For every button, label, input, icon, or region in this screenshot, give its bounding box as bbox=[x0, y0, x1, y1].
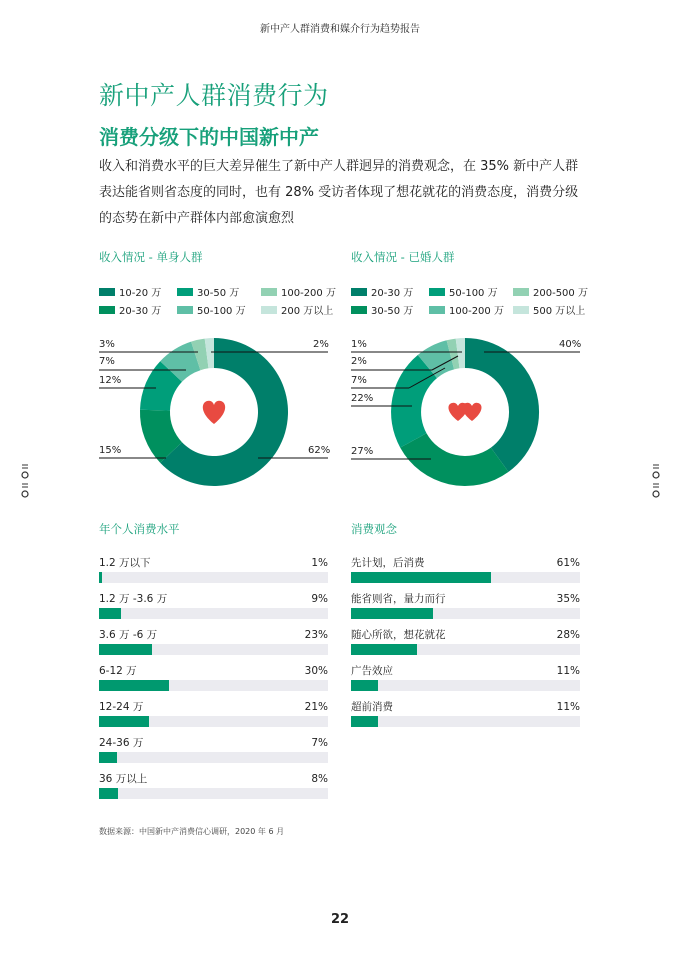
bar-fill bbox=[99, 680, 169, 691]
bar-fill bbox=[99, 644, 152, 655]
pie-label: 7% bbox=[99, 356, 115, 367]
bar-row bbox=[99, 628, 328, 655]
bar-row bbox=[99, 556, 328, 583]
bar-track bbox=[99, 608, 328, 619]
married-income-legend bbox=[351, 284, 593, 317]
married-income-title: 收入情况 - 已婚人群 bbox=[351, 250, 455, 264]
legend-swatch bbox=[513, 306, 529, 314]
bar-value: 1% bbox=[311, 557, 328, 569]
legend-item: 500 万以上 bbox=[513, 302, 593, 317]
bar-row bbox=[99, 772, 328, 799]
bar-track bbox=[351, 572, 580, 583]
legend-item: 30-50 万 bbox=[177, 284, 261, 299]
bar-row bbox=[351, 700, 580, 727]
bar-row bbox=[351, 556, 580, 583]
legend-item: 20-30 万 bbox=[351, 284, 429, 299]
section-subtitle: 消费分级下的中国新中产 bbox=[99, 125, 319, 149]
page-title: 新中产人群消费行为 bbox=[99, 81, 329, 110]
bar-value: 23% bbox=[304, 629, 328, 641]
bar-track bbox=[351, 608, 580, 619]
bar-value: 7% bbox=[311, 737, 328, 749]
legend-item: 100-200 万 bbox=[429, 302, 513, 317]
single-income-title: 收入情况 - 单身人群 bbox=[99, 250, 203, 264]
bar-fill bbox=[351, 608, 433, 619]
pie-label: 2% bbox=[351, 356, 367, 367]
legend-swatch bbox=[177, 306, 193, 314]
bar-fill bbox=[99, 716, 149, 727]
pie-label: 3% bbox=[99, 339, 115, 350]
bar-value: 61% bbox=[556, 557, 580, 569]
bar-fill bbox=[351, 644, 417, 655]
bar-row bbox=[99, 736, 328, 763]
pie-label: 1% bbox=[351, 339, 367, 350]
intro-paragraph: 收入和消费水平的巨大差异催生了新中产人群迥异的消费观念，在 35% 新中产人群表达能省则省态度的同时，也有 28% 受访者体现了想花就花的消费态度，消费分级的态势在新中产群体内部愈演愈烈 bbox=[99, 159, 579, 226]
bar-value: 21% bbox=[304, 701, 328, 713]
bar-fill bbox=[99, 608, 121, 619]
data-source-note: 数据来源：中国新中产消费信心调研，2020 年 6 月 bbox=[99, 827, 285, 836]
legend-item: 20-30 万 bbox=[99, 302, 177, 317]
bar-label: 36 万以上 bbox=[99, 773, 148, 785]
bar-row bbox=[99, 700, 328, 727]
bar-track bbox=[99, 716, 328, 727]
bar-label: 1.2 万以下 bbox=[99, 557, 151, 569]
pie-label: 40% bbox=[559, 339, 582, 350]
legend-swatch bbox=[99, 288, 115, 296]
heart-icon bbox=[203, 401, 225, 424]
legend-item: 50-100 万 bbox=[429, 284, 513, 299]
pie-label: 12% bbox=[99, 375, 122, 386]
pie-label: 7% bbox=[351, 375, 367, 386]
heart-icon bbox=[462, 403, 481, 421]
bar-fill bbox=[351, 680, 378, 691]
pie-label: 27% bbox=[351, 446, 374, 457]
legend-item: 30-50 万 bbox=[351, 302, 429, 317]
slice-30-50 bbox=[400, 433, 508, 486]
bar-fill bbox=[99, 752, 117, 763]
single-income-donut-chart bbox=[90, 330, 340, 500]
report-header-title: 新中产人群消费和媒介行为趋势报告 bbox=[260, 24, 420, 35]
bar-track bbox=[99, 788, 328, 799]
bar-row bbox=[99, 592, 328, 619]
right-margin-mark-icon bbox=[651, 462, 661, 504]
page-number: 22 bbox=[330, 912, 350, 927]
bar-value: 28% bbox=[556, 629, 580, 641]
bar-track bbox=[99, 752, 328, 763]
legend-item: 100-200 万 bbox=[261, 284, 341, 299]
bar-value: 11% bbox=[556, 665, 580, 677]
bar-label: 6-12 万 bbox=[99, 665, 137, 677]
bar-track bbox=[99, 644, 328, 655]
bar-value: 9% bbox=[311, 593, 328, 605]
bar-value: 35% bbox=[556, 593, 580, 605]
legend-swatch bbox=[261, 288, 277, 296]
bar-row bbox=[351, 628, 580, 655]
legend-swatch bbox=[351, 288, 367, 296]
legend-swatch bbox=[429, 306, 445, 314]
left-margin-mark-icon bbox=[20, 462, 30, 504]
bar-row bbox=[351, 664, 580, 691]
bar-label: 能省则省，量力而行 bbox=[351, 593, 446, 605]
bar-label: 先计划，后消费 bbox=[351, 557, 425, 569]
bar-row bbox=[351, 592, 580, 619]
bar-label: 超前消费 bbox=[351, 701, 393, 713]
legend-swatch bbox=[429, 288, 445, 296]
legend-swatch bbox=[261, 306, 277, 314]
legend-swatch bbox=[351, 306, 367, 314]
bar-value: 11% bbox=[556, 701, 580, 713]
bar-label: 24-36 万 bbox=[99, 737, 144, 749]
bar-fill bbox=[99, 788, 118, 799]
pie-label: 15% bbox=[99, 445, 122, 456]
bar-label: 12-24 万 bbox=[99, 701, 144, 713]
bar-track bbox=[351, 716, 580, 727]
bar-track bbox=[99, 680, 328, 691]
bar-value: 30% bbox=[304, 665, 328, 677]
legend-item: 50-100 万 bbox=[177, 302, 261, 317]
legend-item: 10-20 万 bbox=[99, 284, 177, 299]
bar-value: 8% bbox=[311, 773, 328, 785]
married-income-donut-chart bbox=[340, 330, 590, 500]
single-income-legend bbox=[99, 284, 341, 317]
bar-label: 广告效应 bbox=[351, 665, 393, 677]
legend-item: 200 万以上 bbox=[261, 302, 341, 317]
legend-swatch bbox=[513, 288, 529, 296]
pie-label: 2% bbox=[313, 339, 329, 350]
legend-swatch bbox=[177, 288, 193, 296]
bar-track bbox=[351, 644, 580, 655]
bar-track bbox=[351, 680, 580, 691]
legend-swatch bbox=[99, 306, 115, 314]
bar-fill bbox=[351, 572, 491, 583]
bar-track bbox=[99, 572, 328, 583]
bar-fill bbox=[99, 572, 102, 583]
pie-label: 62% bbox=[308, 445, 331, 456]
bar-row bbox=[99, 664, 328, 691]
bar-label: 随心所欲，想花就花 bbox=[351, 629, 446, 641]
legend-item: 200-500 万 bbox=[513, 284, 593, 299]
consumption-attitude-title: 消费观念 bbox=[351, 522, 397, 536]
spending-level-title: 年个人消费水平 bbox=[99, 522, 180, 536]
pie-label: 22% bbox=[351, 393, 374, 404]
bar-label: 3.6 万 -6 万 bbox=[99, 629, 158, 641]
bar-label: 1.2 万 -3.6 万 bbox=[99, 593, 168, 605]
bar-fill bbox=[351, 716, 378, 727]
